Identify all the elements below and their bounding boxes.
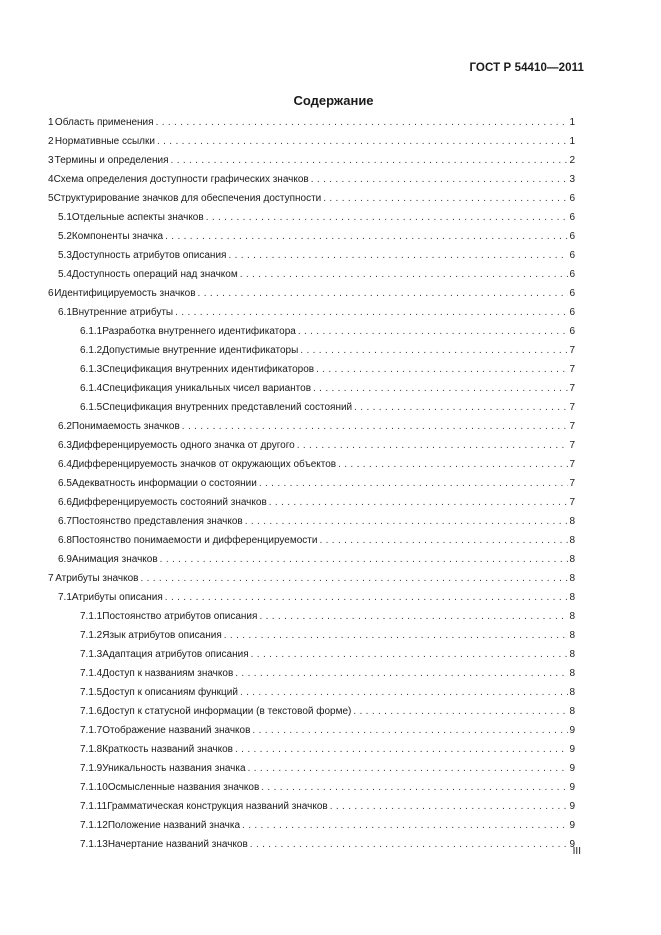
toc-entry[interactable] (48, 683, 575, 702)
toc-entry[interactable] (48, 322, 575, 341)
dot-leader (245, 512, 569, 531)
toc-entry[interactable] (48, 626, 575, 645)
toc-entry[interactable] (48, 664, 575, 683)
toc-entry[interactable] (48, 436, 575, 455)
toc-entry-page: 6 (569, 269, 575, 280)
toc-entry-number: 2 (48, 136, 54, 147)
toc-entry-title: Атрибуты описания (71, 592, 163, 603)
dot-leader (175, 303, 568, 322)
toc-entry-title: Дифференцируемость состояний значков (71, 497, 267, 508)
toc-entry-number: 7.1.1 (80, 611, 103, 622)
toc-entry-title: Спецификация внутренних идентификаторов (102, 364, 315, 375)
dot-leader (297, 436, 569, 455)
toc-entry-title: Грамматическая конструкция названий значков (107, 801, 328, 812)
toc-entry-page: 7 (569, 383, 575, 394)
dot-leader (240, 265, 569, 284)
dot-leader (250, 835, 569, 854)
toc-entry[interactable] (48, 132, 575, 151)
dot-leader (165, 227, 568, 246)
toc-entry[interactable] (48, 778, 575, 797)
dot-leader (182, 417, 569, 436)
toc-entry-page: 1 (569, 136, 575, 147)
dot-leader (240, 683, 568, 702)
toc-entry-page: 9 (569, 801, 575, 812)
toc-entry[interactable] (48, 189, 575, 208)
toc-entry-page: 2 (569, 155, 575, 166)
toc-entry-page: 7 (569, 421, 575, 432)
dot-leader (311, 170, 569, 189)
toc-entry-page: 8 (569, 573, 575, 584)
dot-leader (242, 816, 568, 835)
dot-leader (171, 151, 569, 170)
toc-entry[interactable] (48, 170, 575, 189)
toc-entry-page: 7 (569, 497, 575, 508)
dot-leader (298, 322, 569, 341)
toc-entry-page: 7 (569, 364, 575, 375)
toc-entry-title: Отображение названий значков (102, 725, 251, 736)
toc-entry-number: 7.1.7 (80, 725, 103, 736)
toc-entry-title: Доступность атрибутов описания (71, 250, 227, 261)
toc-entry-page: 6 (569, 326, 575, 337)
toc-entry-number: 7 (48, 573, 54, 584)
dot-leader (323, 189, 568, 208)
toc-entry-number: 6.1.3 (80, 364, 103, 375)
toc-entry-title: Спецификация уникальных чисел вариантов (102, 383, 312, 394)
toc-entry-title: Область применения (54, 117, 154, 128)
dot-leader (248, 759, 569, 778)
toc-entry-title: Схема определения доступности графических значков (53, 174, 309, 185)
toc-entry-number: 5.2 (58, 231, 72, 242)
dot-leader (330, 797, 569, 816)
toc-entry-page: 7 (569, 478, 575, 489)
toc-entry[interactable] (48, 474, 575, 493)
toc-entry-page: 9 (569, 839, 575, 850)
toc-entry[interactable] (48, 797, 575, 816)
toc-entry-title: Отдельные аспекты значков (71, 212, 204, 223)
toc-entry-page: 8 (569, 706, 575, 717)
toc-entry-page: 9 (569, 744, 575, 755)
toc-entry[interactable] (48, 569, 575, 588)
toc-entry-number: 6.1.5 (80, 402, 103, 413)
toc-entry[interactable] (48, 113, 575, 132)
toc-entry-number: 4 (48, 174, 54, 185)
dot-leader (160, 550, 569, 569)
toc-entry-title: Язык атрибутов описания (102, 630, 222, 641)
toc-entry[interactable] (48, 379, 575, 398)
toc-entry[interactable] (48, 303, 575, 322)
dot-leader (259, 607, 568, 626)
toc-entry[interactable] (48, 607, 575, 626)
toc-entry[interactable] (48, 721, 575, 740)
toc-entry-title: Разработка внутреннего идентификатора (102, 326, 296, 337)
toc-entry-number: 6.7 (58, 516, 72, 527)
toc-entry-number: 5.1 (58, 212, 72, 223)
toc-entry-number: 7.1.5 (80, 687, 103, 698)
toc-entry[interactable] (48, 550, 575, 569)
toc-entry-page: 9 (569, 782, 575, 793)
dot-leader (261, 778, 568, 797)
toc-entry-page: 8 (569, 687, 575, 698)
toc-entry-page: 8 (569, 668, 575, 679)
toc-entry-page: 6 (569, 212, 575, 223)
dot-leader (269, 493, 569, 512)
toc-entry-number: 7.1.6 (80, 706, 103, 717)
toc-entry-page: 6 (569, 231, 575, 242)
toc-entry-number: 7.1.13 (80, 839, 108, 850)
toc-entry-title: Дифференцируемость одного значка от другого (71, 440, 295, 451)
toc-entry-page: 7 (569, 345, 575, 356)
dot-leader (319, 531, 568, 550)
toc-entry-page: 9 (569, 763, 575, 774)
toc-entry-page: 1 (569, 117, 575, 128)
dot-leader (206, 208, 569, 227)
toc-entry-page: 6 (569, 307, 575, 318)
toc-entry-page: 3 (569, 174, 575, 185)
toc-entry[interactable] (48, 645, 575, 664)
toc-entry-number: 6.1.4 (80, 383, 103, 394)
toc-entry-page: 6 (569, 193, 575, 204)
toc-entry-page: 8 (569, 611, 575, 622)
dot-leader (300, 341, 568, 360)
toc-entry-number: 6.3 (58, 440, 72, 451)
toc-entry-title: Допустимые внутренние идентификаторы (102, 345, 299, 356)
toc-title: Содержание (293, 93, 374, 108)
dot-leader (354, 398, 568, 417)
toc-entry-page: 8 (569, 649, 575, 660)
toc-entry-number: 6.4 (58, 459, 72, 470)
toc-entry[interactable] (48, 227, 575, 246)
toc-entry-page: 6 (569, 288, 575, 299)
toc-entry-title: Осмысленные названия значков (107, 782, 260, 793)
toc-entry-page: 8 (569, 535, 575, 546)
dot-leader (338, 455, 568, 474)
toc-entry[interactable] (48, 588, 575, 607)
toc-entry-number: 6.8 (58, 535, 72, 546)
toc-entry-title: Уникальность названия значка (102, 763, 246, 774)
toc-entry-title: Доступ к названиям значков (102, 668, 234, 679)
dot-leader (353, 702, 568, 721)
dot-leader (235, 740, 568, 759)
toc-entry-page: 8 (569, 592, 575, 603)
toc-entry-page: 7 (569, 402, 575, 413)
toc-entry-title: Постоянство представления значков (71, 516, 243, 527)
toc-entry-title: Атрибуты значков (55, 573, 139, 584)
toc-entry-number: 7.1.8 (80, 744, 103, 755)
toc-entry-number: 6.1.2 (80, 345, 103, 356)
toc-entry-number: 5.4 (58, 269, 72, 280)
toc-entry-number: 7.1.9 (80, 763, 103, 774)
toc-entry-number: 6.2 (58, 421, 72, 432)
dot-leader (252, 721, 568, 740)
dot-leader (224, 626, 569, 645)
toc-entry[interactable] (48, 151, 575, 170)
toc-entry-title: Краткость названий значков (102, 744, 233, 755)
toc-entry-number: 6.1.1 (80, 326, 103, 337)
toc-entry-title: Спецификация внутренних представлений состояний (102, 402, 353, 413)
toc-entry[interactable] (48, 740, 575, 759)
toc-entry[interactable] (48, 512, 575, 531)
toc-entry-page: 8 (569, 554, 575, 565)
toc-entry[interactable] (48, 360, 575, 379)
toc-entry[interactable] (48, 455, 575, 474)
toc-entry-page: 7 (569, 440, 575, 451)
toc-entry-title: Адаптация атрибутов описания (102, 649, 249, 660)
dot-leader (156, 113, 569, 132)
toc-entry[interactable] (48, 531, 575, 550)
dot-leader (259, 474, 569, 493)
toc-entry-title: Нормативные ссылки (54, 136, 155, 147)
toc-entry-number: 7.1 (58, 592, 72, 603)
toc-entry[interactable] (48, 816, 575, 835)
toc-entry-number: 5 (48, 193, 54, 204)
toc-entry-number: 5.3 (58, 250, 72, 261)
toc-entry-number: 7.1.11 (80, 801, 108, 812)
toc-entry-page: 7 (569, 459, 575, 470)
dot-leader (165, 588, 569, 607)
toc-entry-number: 7.1.10 (80, 782, 108, 793)
toc-entry-number: 1 (48, 117, 54, 128)
dot-leader (251, 645, 569, 664)
toc-entry-title: Постоянство понимаемости и дифференцируемости (71, 535, 318, 546)
toc-entry[interactable] (48, 341, 575, 360)
toc-entry-page: 6 (569, 250, 575, 261)
toc-entry[interactable] (48, 265, 575, 284)
toc-entry-number: 7.1.3 (80, 649, 103, 660)
toc-entry-page: 8 (569, 630, 575, 641)
toc-entry-title: Начертание названий значков (107, 839, 248, 850)
toc-entry-title: Понимаемость значков (71, 421, 180, 432)
toc-entry[interactable] (48, 284, 575, 303)
toc-entry-title: Постоянство атрибутов описания (102, 611, 258, 622)
document-code: ГОСТ Р 54410—2011 (469, 62, 584, 74)
dot-leader (140, 569, 568, 588)
dot-leader (235, 664, 568, 683)
toc-entry[interactable] (48, 417, 575, 436)
toc-entry-title: Дифференцируемость значков от окружающих объектов (71, 459, 337, 470)
toc-entry-number: 7.1.4 (80, 668, 103, 679)
toc-entry-title: Доступ к статусной информации (в текстовой форме) (102, 706, 352, 717)
toc-entry-number: 6 (48, 288, 54, 299)
toc-entry[interactable] (48, 759, 575, 778)
toc-entry-number: 7.1.2 (80, 630, 103, 641)
toc-entry-title: Положение названий значка (107, 820, 241, 831)
toc-entry-number: 6.1 (58, 307, 72, 318)
toc-entry-title: Анимация значков (71, 554, 158, 565)
dot-leader (313, 379, 568, 398)
toc-entry-page: 9 (569, 725, 575, 736)
table-of-contents (48, 113, 575, 854)
toc-entry-title: Компоненты значка (71, 231, 164, 242)
toc-entry[interactable] (48, 398, 575, 417)
toc-entry-title: Доступность операций над значком (71, 269, 238, 280)
toc-entry-number: 7.1.12 (80, 820, 108, 831)
toc-entry-number: 6.5 (58, 478, 72, 489)
toc-entry-title: Доступ к описаниям функций (102, 687, 238, 698)
toc-entry-title: Идентифицируемость значков (54, 288, 196, 299)
toc-entry[interactable] (48, 246, 575, 265)
dot-leader (316, 360, 568, 379)
toc-entry-title: Структурирование значков для обеспечения доступности (53, 193, 322, 204)
toc-entry[interactable] (48, 835, 575, 854)
toc-entry[interactable] (48, 493, 575, 512)
toc-entry-number: 3 (48, 155, 54, 166)
toc-entry-title: Внутренние атрибуты (71, 307, 174, 318)
toc-entry[interactable] (48, 208, 575, 227)
toc-entry-title: Термины и определения (54, 155, 169, 166)
toc-entry[interactable] (48, 702, 575, 721)
page-number: III (572, 846, 581, 857)
dot-leader (228, 246, 568, 265)
toc-entry-page: 8 (569, 516, 575, 527)
toc-entry-title: Адекватность информации о состоянии (71, 478, 257, 489)
dot-leader (198, 284, 569, 303)
toc-entry-page: 9 (569, 820, 575, 831)
dot-leader (157, 132, 568, 151)
toc-entry-number: 6.9 (58, 554, 72, 565)
toc-entry-number: 6.6 (58, 497, 72, 508)
